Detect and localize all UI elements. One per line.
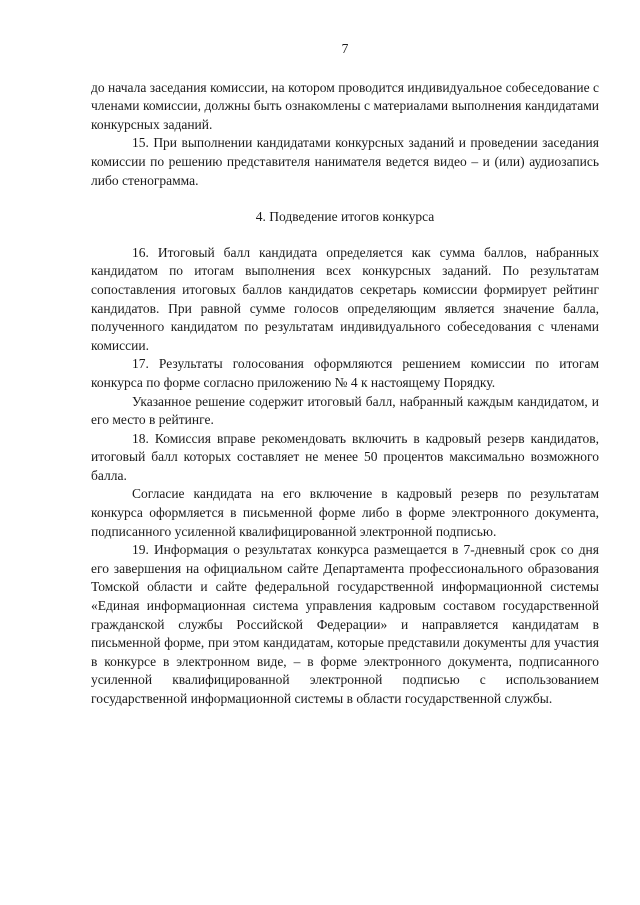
paragraph-item-18: 18. Комиссия вправе рекомендовать включить в кадровый резерв кандидатов, итоговый балл которых составляет не менее 50 процентов максимально возможного балла. [91,430,599,483]
paragraph-item-15: 15. При выполнении кандидатами конкурсных заданий и проведении заседания комиссии по решению представителя нанимателя ведется видео – и (или) аудиозапись либо стенограмма. [91,135,599,188]
paragraph-item-17: 17. Результаты голосования оформляются решением комиссии по итогам конкурса по форме согласно приложению № 4 к настоящему Порядку. [91,356,599,390]
page-number: 7 [341,41,349,56]
paragraph-decision-content: Указанное решение содержит итоговый балл, набранный каждым кандидатом, и его место в рейтинге. [91,393,599,428]
paragraph-item-19: 19. Информация о результатах конкурса размещается в 7-дневный срок со дня его завершения на официальном сайте Департамента профессионального образования Томской области и сайте федеральной государственной информационной системы «Единая информационная система управления кадровым составом государственной гражданской службы Российской Федерации» и направляется кандидатам в письменной форме, при этом кандидатам, которые представили документы для участия в конкурсе в электронном виде, – в форме электронного документа, подписанного усиленной квалифицированной электронной подписью с использованием государственной информационной системы в области государственной службы. [91,542,599,706]
paragraph-item-16: 16. Итоговый балл кандидата определяется как сумма баллов, набранных кандидатом по итогам выполнения всех конкурсных заданий. По результатам сопоставления итоговых баллов кандидатов секретарь комиссии формирует рейтинг кандидатов. При равной сумме голосов определяющим является значение балла, полученного кандидатом по результатам индивидуального собеседования с членами комиссии. [91,244,599,353]
section-heading: 4. Подведение итогов конкурса [255,209,435,225]
paragraph-consent: Согласие кандидата на его включение в кадровый резерв по результатам конкурса оформляется в письменной форме либо в форме электронного документа, подписанного усиленной квалифицированной электронной подписью. [91,486,599,539]
paragraph-continuation: до начала заседания комиссии, на котором проводится индивидуальное собеседование с членами комиссии, должны быть ознакомлены с материалами выполнения кандидатами конкурсных заданий. [91,79,599,132]
